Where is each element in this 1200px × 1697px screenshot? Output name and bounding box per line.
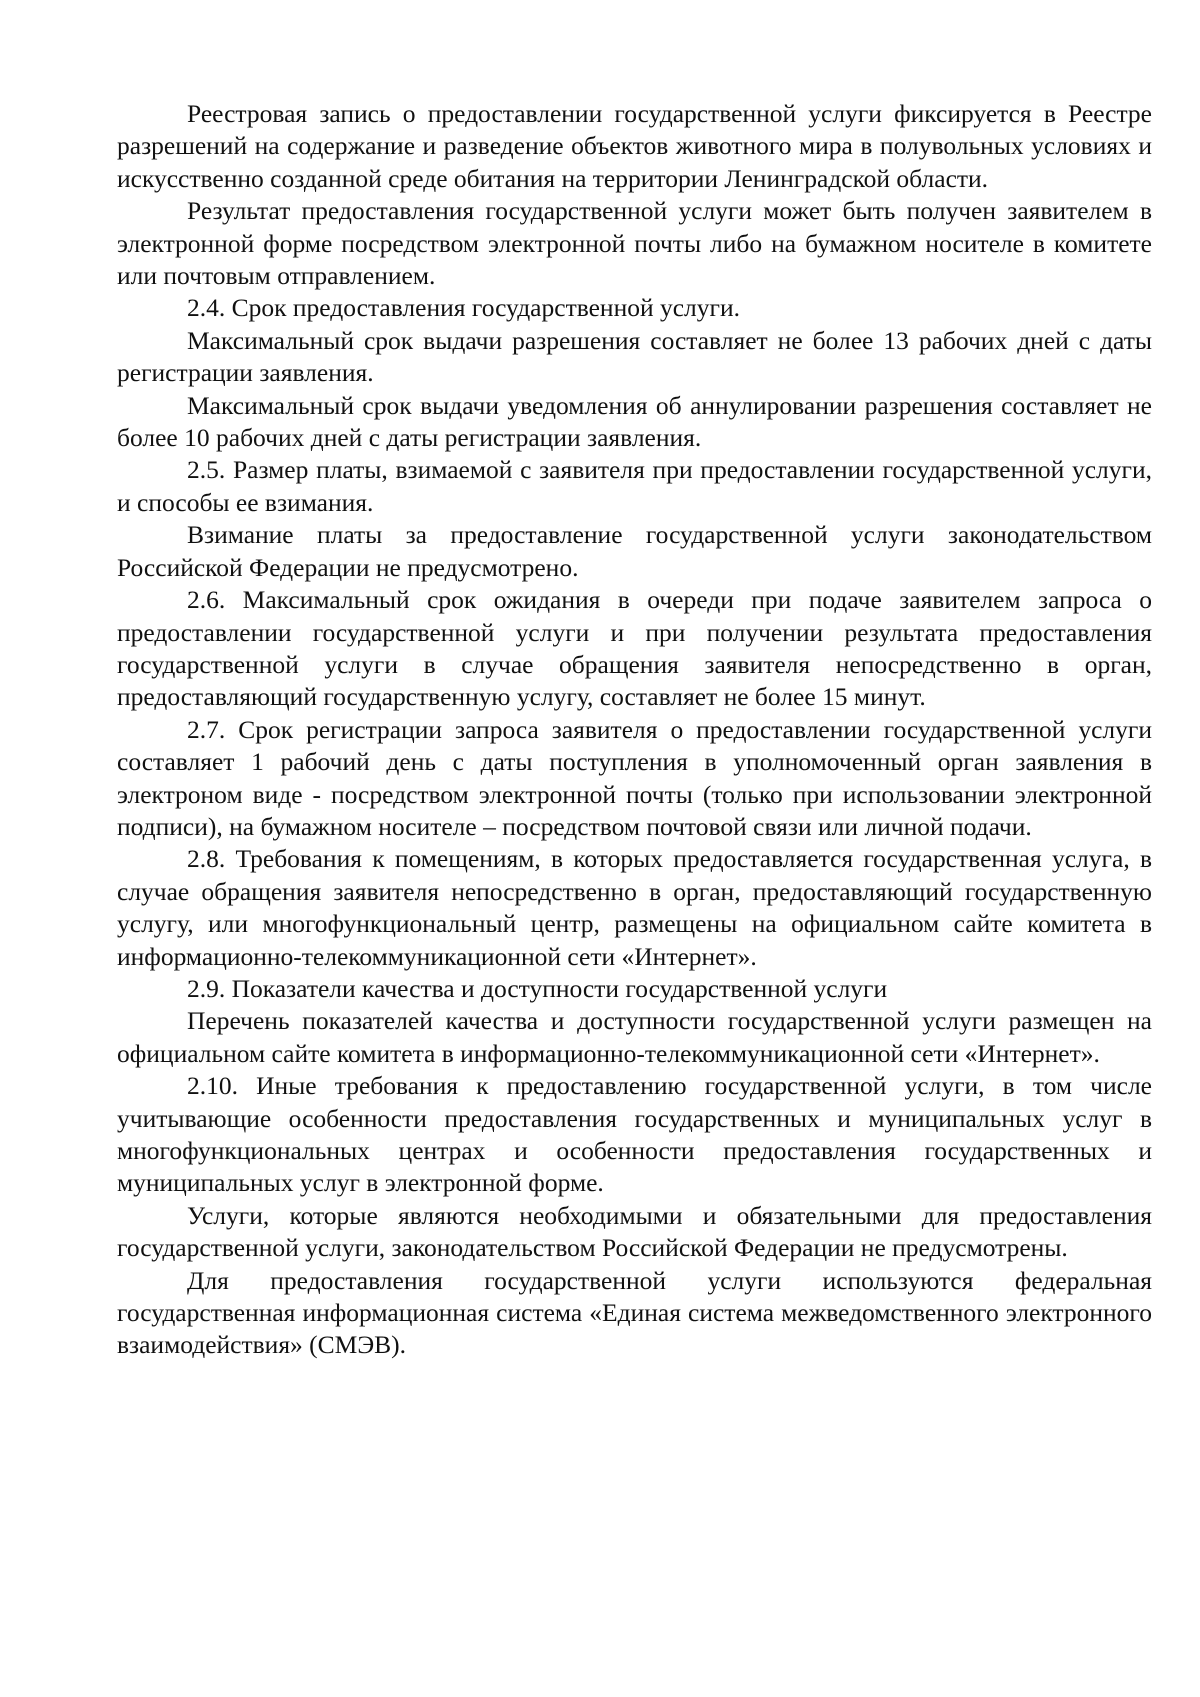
paragraph-service-result: Результат предоставления государственной услуги может быть получен заявителем в электронной форме посредством электронной почты либо на бумажном носителе в комитете или почтовым отправлением.: [117, 196, 1152, 291]
section-2-10-other-requirements: 2.10. Иные требования к предоставлению государственной услуги, в том числе учитывающие особенности предоставления государственных и муниципальных услуг в многофункциональных центрах и особенности предоставления государственных и муниципальных услуг в электронной форме.: [117, 1071, 1152, 1198]
paragraph-registry-entry: Реестровая запись о предоставлении государственной услуги фиксируется в Реестре разрешений на содержание и разведение объектов животного мира в полувольных условиях и искусственно созданной среде обитания на территории Ленинградской области.: [117, 99, 1152, 193]
paragraph-permit-deadline: Максимальный срок выдачи разрешения составляет не более 13 рабочих дней с даты регистрации заявления.: [117, 325, 1152, 388]
section-heading-2-9: 2.9. Показатели качества и доступности государственной услуги: [187, 973, 888, 1003]
section-2-7-registration-time: 2.7. Срок регистрации запроса заявителя о предоставлении государственной услуги составляет 1 рабочий день с даты поступления в уполномоченный орган заявления в электроном виде - посредством электронной почты (только при использовании электронной подписи), на бумажном носителе – посредством почтовой связи или личной подачи.: [117, 714, 1152, 841]
paragraph-quality-indicators: Перечень показателей качества и доступности государственной услуги размещен на официальном сайте комитета в информационно-телекоммуникационной сети «Интернет».: [117, 1006, 1152, 1068]
paragraph-cancellation-deadline: Максимальный срок выдачи уведомления об аннулировании разрешения составляет не более 10 рабочих дней с даты регистрации заявления.: [117, 390, 1152, 453]
section-heading-2-5: 2.5. Размер платы, взимаемой с заявителя при предоставлении государственной услуги, и способы ее взимания.: [117, 455, 1152, 517]
paragraph-no-fee: Взимание платы за предоставление государственной услуги законодательством Российской Федерации не предусмотрено.: [117, 520, 1152, 582]
section-2-8-premises-requirements: 2.8. Требования к помещениям, в которых предоставляется государственная услуга, в случае обращения заявителя непосредственно в орган, предоставляющий государственную услугу, или многофункциональный центр, размещены на официальном сайте комитета в информационно-телекоммуникационной сети «Интернет».: [117, 844, 1152, 971]
section-heading-2-4: 2.4. Срок предоставления государственной услуги.: [187, 293, 741, 323]
section-2-6-queue-time: 2.6. Максимальный срок ожидания в очереди при подаче заявителем запроса о предоставлении государственной услуги и при получении результата предоставления государственной услуги в случае обращения заявителя непосредственно в орган, предоставляющий государственную услугу, составляет не более 15 минут.: [117, 585, 1152, 712]
paragraph-smev-system: Для предоставления государственной услуги используются федеральная государственная информационная система «Единая система межведомственного электронного взаимодействия» (СМЭВ).: [117, 1265, 1152, 1360]
paragraph-required-services: Услуги, которые являются необходимыми и обязательными для предоставления государственной услуги, законодательством Российской Федерации не предусмотрены.: [117, 1200, 1152, 1263]
document-body: [117, 98, 1152, 1362]
